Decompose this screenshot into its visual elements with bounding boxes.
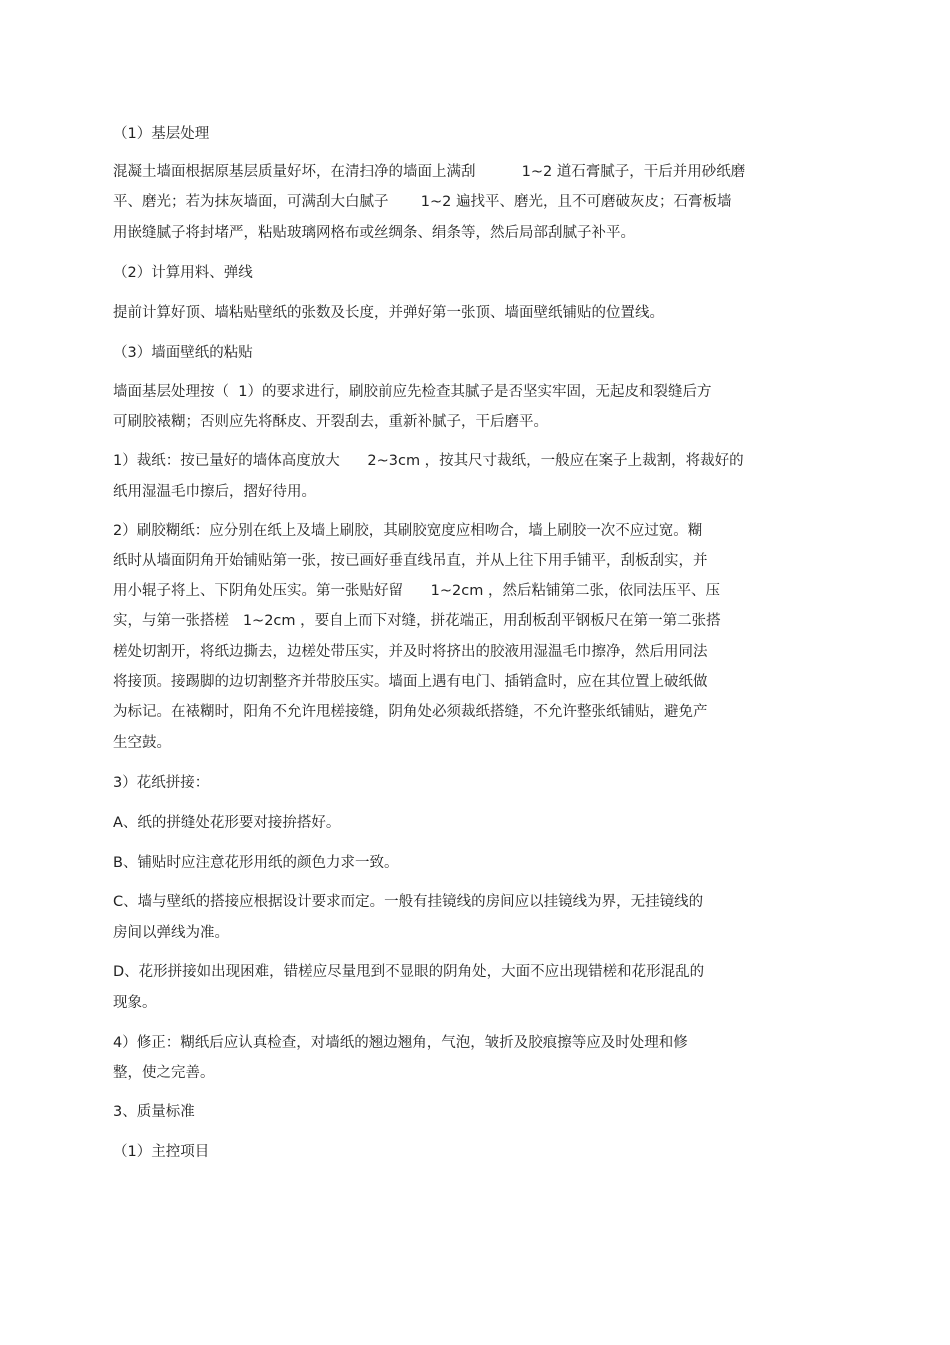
heading-base-treatment: （1）基层处理	[113, 126, 210, 142]
paragraph-line: 纸用湿温毛巾擦后，摺好待用。	[113, 484, 316, 500]
paragraph-line: 混凝土墙面根据原基层质量好坏，在清扫净的墙面上满刮 1~2 道石膏腻子，干后并用砂纸磨	[113, 164, 746, 180]
heading-main-control-items: （1）主控项目	[113, 1144, 210, 1160]
paragraph-line: 生空鼓。	[113, 735, 171, 751]
paragraph-line: 4）修正：糊纸后应认真检查，对墙纸的翘边翘角，气泡，皱折及胶痕擦等应及时处理和修	[113, 1035, 688, 1051]
paragraph-line: 为标记。在裱糊时，阳角不允许甩槎接缝，阴角处必须裁纸搭缝，不允许整张纸铺贴，避免产	[113, 704, 708, 720]
paragraph-line: 槎处切割开，将纸边撕去，边槎处带压实，并及时将挤出的胶液用湿温毛巾擦净，然后用同法	[113, 644, 708, 660]
paragraph-line: 纸时从墙面阴角开始铺贴第一张，按已画好垂直线吊直，并从上往下用手铺平，刮板刮实，并	[113, 553, 708, 569]
paragraph-line: 可刷胶裱糊；否则应先将酥皮、开裂刮去，重新补腻子，干后磨平。	[113, 414, 548, 430]
list-item-b: B、铺贴时应注意花形用纸的颜色力求一致。	[113, 855, 399, 871]
paragraph-line: 用嵌缝腻子将封堵严，粘贴玻璃网格布或丝绸条、绢条等，然后局部刮腻子补平。	[113, 225, 635, 241]
paragraph-line: 用小辊子将上、下阴角处压实。第一张贴好留 1~2cm ，然后粘铺第二张，依同法压平、压	[113, 583, 720, 599]
paragraph-line: 1）裁纸：按已量好的墙体高度放大 2~3cm ，按其尺寸裁纸，一般应在案子上裁割，将裁好的	[113, 453, 744, 469]
paragraph-line: 整，使之完善。	[113, 1065, 215, 1081]
list-item-c: C、墙与壁纸的搭接应根据设计要求而定。一般有挂镜线的房间应以挂镜线为界，无挂镜线的	[113, 894, 704, 910]
heading-quality-standard: 3、质量标准	[113, 1104, 195, 1120]
list-item-c-continued: 房间以弹线为准。	[113, 925, 229, 941]
list-item-d-continued: 现象。	[113, 995, 157, 1011]
paragraph-line: 2）刷胶糊纸：应分别在纸上及墙上刷胶，其刷胶宽度应相吻合，墙上刷胶一次不应过宽。糊	[113, 523, 703, 539]
heading-pattern-joining: 3）花纸拼接：	[113, 775, 210, 791]
paragraph-line: 提前计算好顶、墙粘贴壁纸的张数及长度，并弹好第一张顶、墙面壁纸铺贴的位置线。	[113, 305, 664, 321]
paragraph-line: 平、磨光；若为抹灰墙面，可满刮大白腻子 1~2 遍找平、磨光，且不可磨破灰皮；石膏板墙	[113, 194, 732, 210]
heading-wallpaper-pasting: （3）墙面壁纸的粘贴	[113, 345, 253, 361]
paragraph-line: 将接顶。接踢脚的边切割整齐并带胶压实。墙面上遇有电门、插销盒时，应在其位置上破纸做	[113, 674, 708, 690]
paragraph-line: 墙面基层处理按（ 1）的要求进行，刷胶前应先检查其腻子是否坚实牢固，无起皮和裂缝后方	[113, 384, 712, 400]
paragraph-line: 实，与第一张搭槎 1~2cm ，要自上而下对缝，拼花端正，用刮板刮平钢板尺在第一第二张搭	[113, 613, 721, 629]
list-item-d: D、花形拼接如出现困难，错槎应尽量甩到不显眼的阴角处，大面不应出现错槎和花形混乱的	[113, 964, 705, 980]
list-item-a: A、纸的拼缝处花形要对接拚搭好。	[113, 815, 341, 831]
heading-materials-lines: （2）计算用料、弹线	[113, 265, 253, 281]
